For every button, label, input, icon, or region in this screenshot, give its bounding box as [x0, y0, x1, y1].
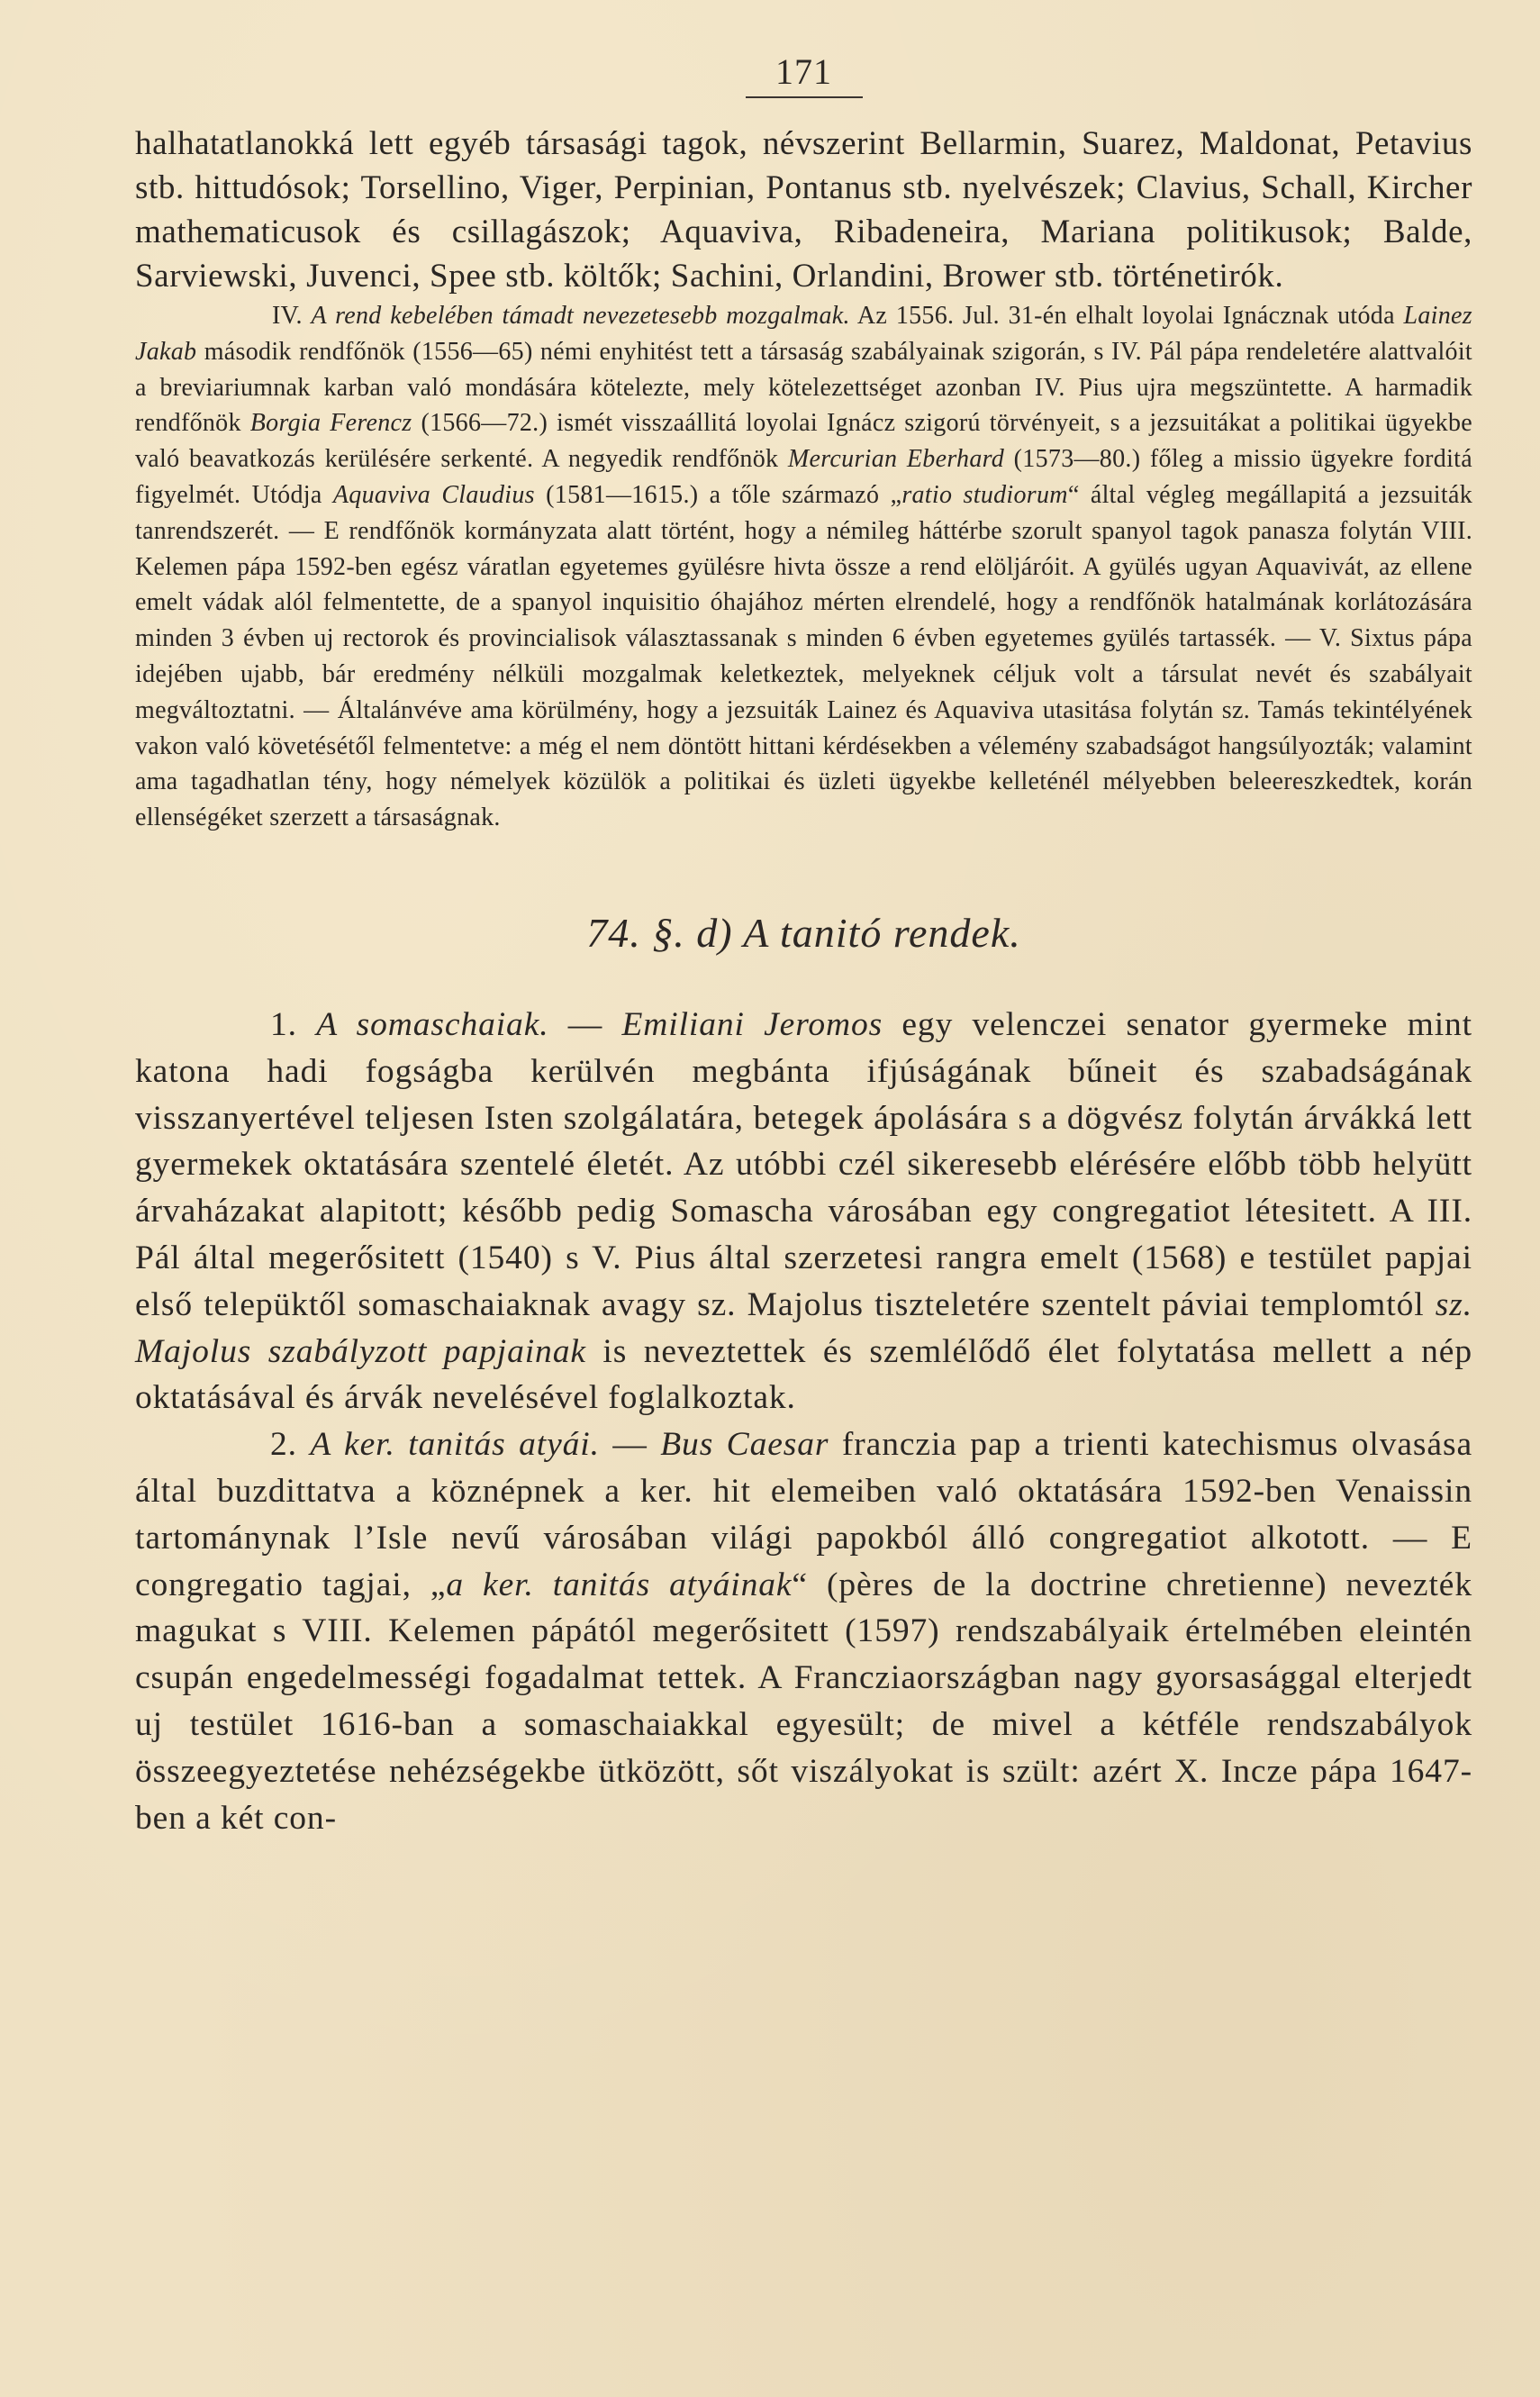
- section-iv-name-lainez: Lainez Jakab: [135, 302, 1472, 366]
- section-heading: 74. §. d) A tanitó rendek.: [586, 909, 1021, 956]
- item-1-dash: —: [548, 1005, 622, 1043]
- item-1-text-2: is neveztettek és szemlélődő élet folytatása mellett a nép oktatásával és árvák nevelésével foglalkoztak.: [135, 1332, 1472, 1417]
- item-2-text-2: “ (pères de la doctrine chretienne) nevezték magukat s VIII. Kelemen pápától megerősitett (1597) rendszabályaik értelmében eleintén csupán engedelmességi fogadalmat tettek. A Francziaországban nagy gyorsasággal elterjedt uj testület 1616-ban a somaschaiakkal egyesült; de mivel a kétféle rendszabályok összeegyeztetése nehézségekbe ütközött, sőt viszályokat is szült: azért X. Incze pápa 1647-ben a két con-: [135, 1566, 1472, 1837]
- item-2-number: 2.: [270, 1426, 297, 1464]
- section-iv-ratio-studiorum: ratio studiorum: [901, 480, 1068, 509]
- item-2-founder: Bus Caesar: [660, 1426, 829, 1464]
- section-iv-name-borgia: Borgia Ferencz: [249, 409, 412, 438]
- section-iv-paragraph: [135, 298, 1472, 836]
- item-2-title: A ker. tanitás atyái.: [310, 1426, 600, 1464]
- item-1-title: A somaschaiak.: [316, 1005, 549, 1043]
- item-2-paragraph: [135, 1421, 1472, 1841]
- section-iv-name-aquaviva: Aquaviva Claudius: [332, 480, 535, 509]
- item-1-paragraph: [135, 1002, 1472, 1421]
- item-1-alt-name: sz. Majolus szabályzott papjainak: [135, 1285, 1472, 1370]
- section-iv-number: IV.: [272, 302, 303, 330]
- section-iv-title: A rend kebelében támadt nevezetesebb mozgalmak.: [311, 302, 850, 330]
- section-iv-text-4: (1573—80.) főleg a missio ügyekre forditá figyelmét. Utódja: [135, 445, 1472, 509]
- section-iv-text-5: (1581—1615.) a tőle származó „: [534, 480, 902, 509]
- item-1-number: 1.: [270, 1005, 297, 1043]
- section-iv-text-1: Az 1556. Jul. 31-én elhalt loyolai Ignácznak utóda: [849, 302, 1404, 330]
- item-1-text-1: egy velenczei senator gyermeke mint katona hadi fogságba kerülvén megbánta ifjúságának bűneit és szabadságának visszanyertével teljesen Isten szolgálatára, betegek ápolására s a dögvész folytán árvákká lett gyermekek oktatására szentelé életét. Az utóbbi czél sikeresebb elérésére előbb több helyütt árvaházakat alapitott; később pedig Somascha városában egy congregatiot létesitett. A III. Pál által megerősitett (1540) s V. Pius által szerzetesi rangra emelt (1568) e testület papjai első telepüktől somaschaiaknak avagy sz. Majolus tiszteletére szentelt páviai templomtól: [135, 1005, 1472, 1323]
- item-1-founder: Emiliani Jeromos: [621, 1005, 883, 1043]
- item-2-text-1: franczia pap a trienti katechismus olvasása által buzdittatva a köznépnek a ker. hit elemeiben való oktatására 1592-ben Venaissin tartománynak l’Isle nevű városában világi papokból álló congregatiot alkotott. — E congregatio tagjai, „: [135, 1426, 1473, 1603]
- page-number-rule: [746, 96, 863, 98]
- section-iv-text-3: (1566—72.) ismét visszaállitá loyolai Ignácz szigorú törvényeit, s a jezsuitákat a politikai ügyekbe való beavatkozás kerülésére serkenté. A negyedik rendfőnök: [135, 409, 1472, 474]
- item-2-dash: —: [599, 1426, 661, 1464]
- section-iv-name-mercurian: Mercurian Eberhard: [787, 445, 1005, 474]
- intro-paragraph: halhatatlanokká lett egyéb társasági tagok, névszerint Bellarmin, Suarez, Maldonat, Petavius stb. hittudósok; Torsellino, Viger, Perpinian, Pontanus stb. nyelvészek; Clavius, Schall, Kircher mathematicusok és csillagászok; Aquaviva, Ribadeneira, Mariana politikusok; Balde, Sarviewski, Juvenci, Spee stb. költők; Sachini, Orlandini, Brower stb. történetirók.: [135, 125, 1472, 295]
- section-iv-text-6: “ által végleg megállapitá a jezsuiták tanrendszerét. — E rendfőnök kormányzata alatt történt, hogy a némileg háttérbe szorult spanyol tagok panasza folytán VIII. Kelemen pápa 1592-ben egész váratlan egyetemes gyülésre hivta össze a rend elöljáróit. A gyülés ugyan Aquavivát, az ellene emelt vádak alól felmentette, de a spanyol inquisitio óhajához mérten elrendelé, hogy a rendfőnök hatalmának korlátozására minden 3 évben uj rectorok és provincialisok választassanak s minden 6 évben egyetemes gyülés tartassék. — V. Sixtus pápa idejében ujabb, bár eredmény nélküli mozgalmak keletkeztek, melyeknek céljuk volt a társulat nevét és szabályait megváltoztatni. — Általánvéve ama körülmény, hogy a jezsuiták Lainez és Aquaviva utasitása folytán sz. Tamás tekintélyének vakon való követésétől felmentetve: a még el nem döntött hittani kérdésekben a vélemény szabadságot hangsúlyozták; valamint ama tagadhatlan tény, hogy némelyek közülök a politikai és üzleti ügyekbe kelleténél mélyebben beleereszkedtek, korán ellenségéket szerzett a társaságnak.: [135, 480, 1472, 832]
- book-page: [135, 36, 1472, 2360]
- page-number: 171: [775, 51, 832, 92]
- section-iv-text-2: második rendfőnök (1556—65) némi enyhitést tett a társaság szabályainak szigorán, s IV. Pál pápa rendeletére alattvalóit a breviariumnak karban való mondására kötelezte, mely kötelezettséget azonban IV. Pius ujra megszüntette. A harmadik rendfőnök: [135, 337, 1472, 438]
- item-2-alt-name: a ker. tanitás atyáinak: [446, 1566, 793, 1603]
